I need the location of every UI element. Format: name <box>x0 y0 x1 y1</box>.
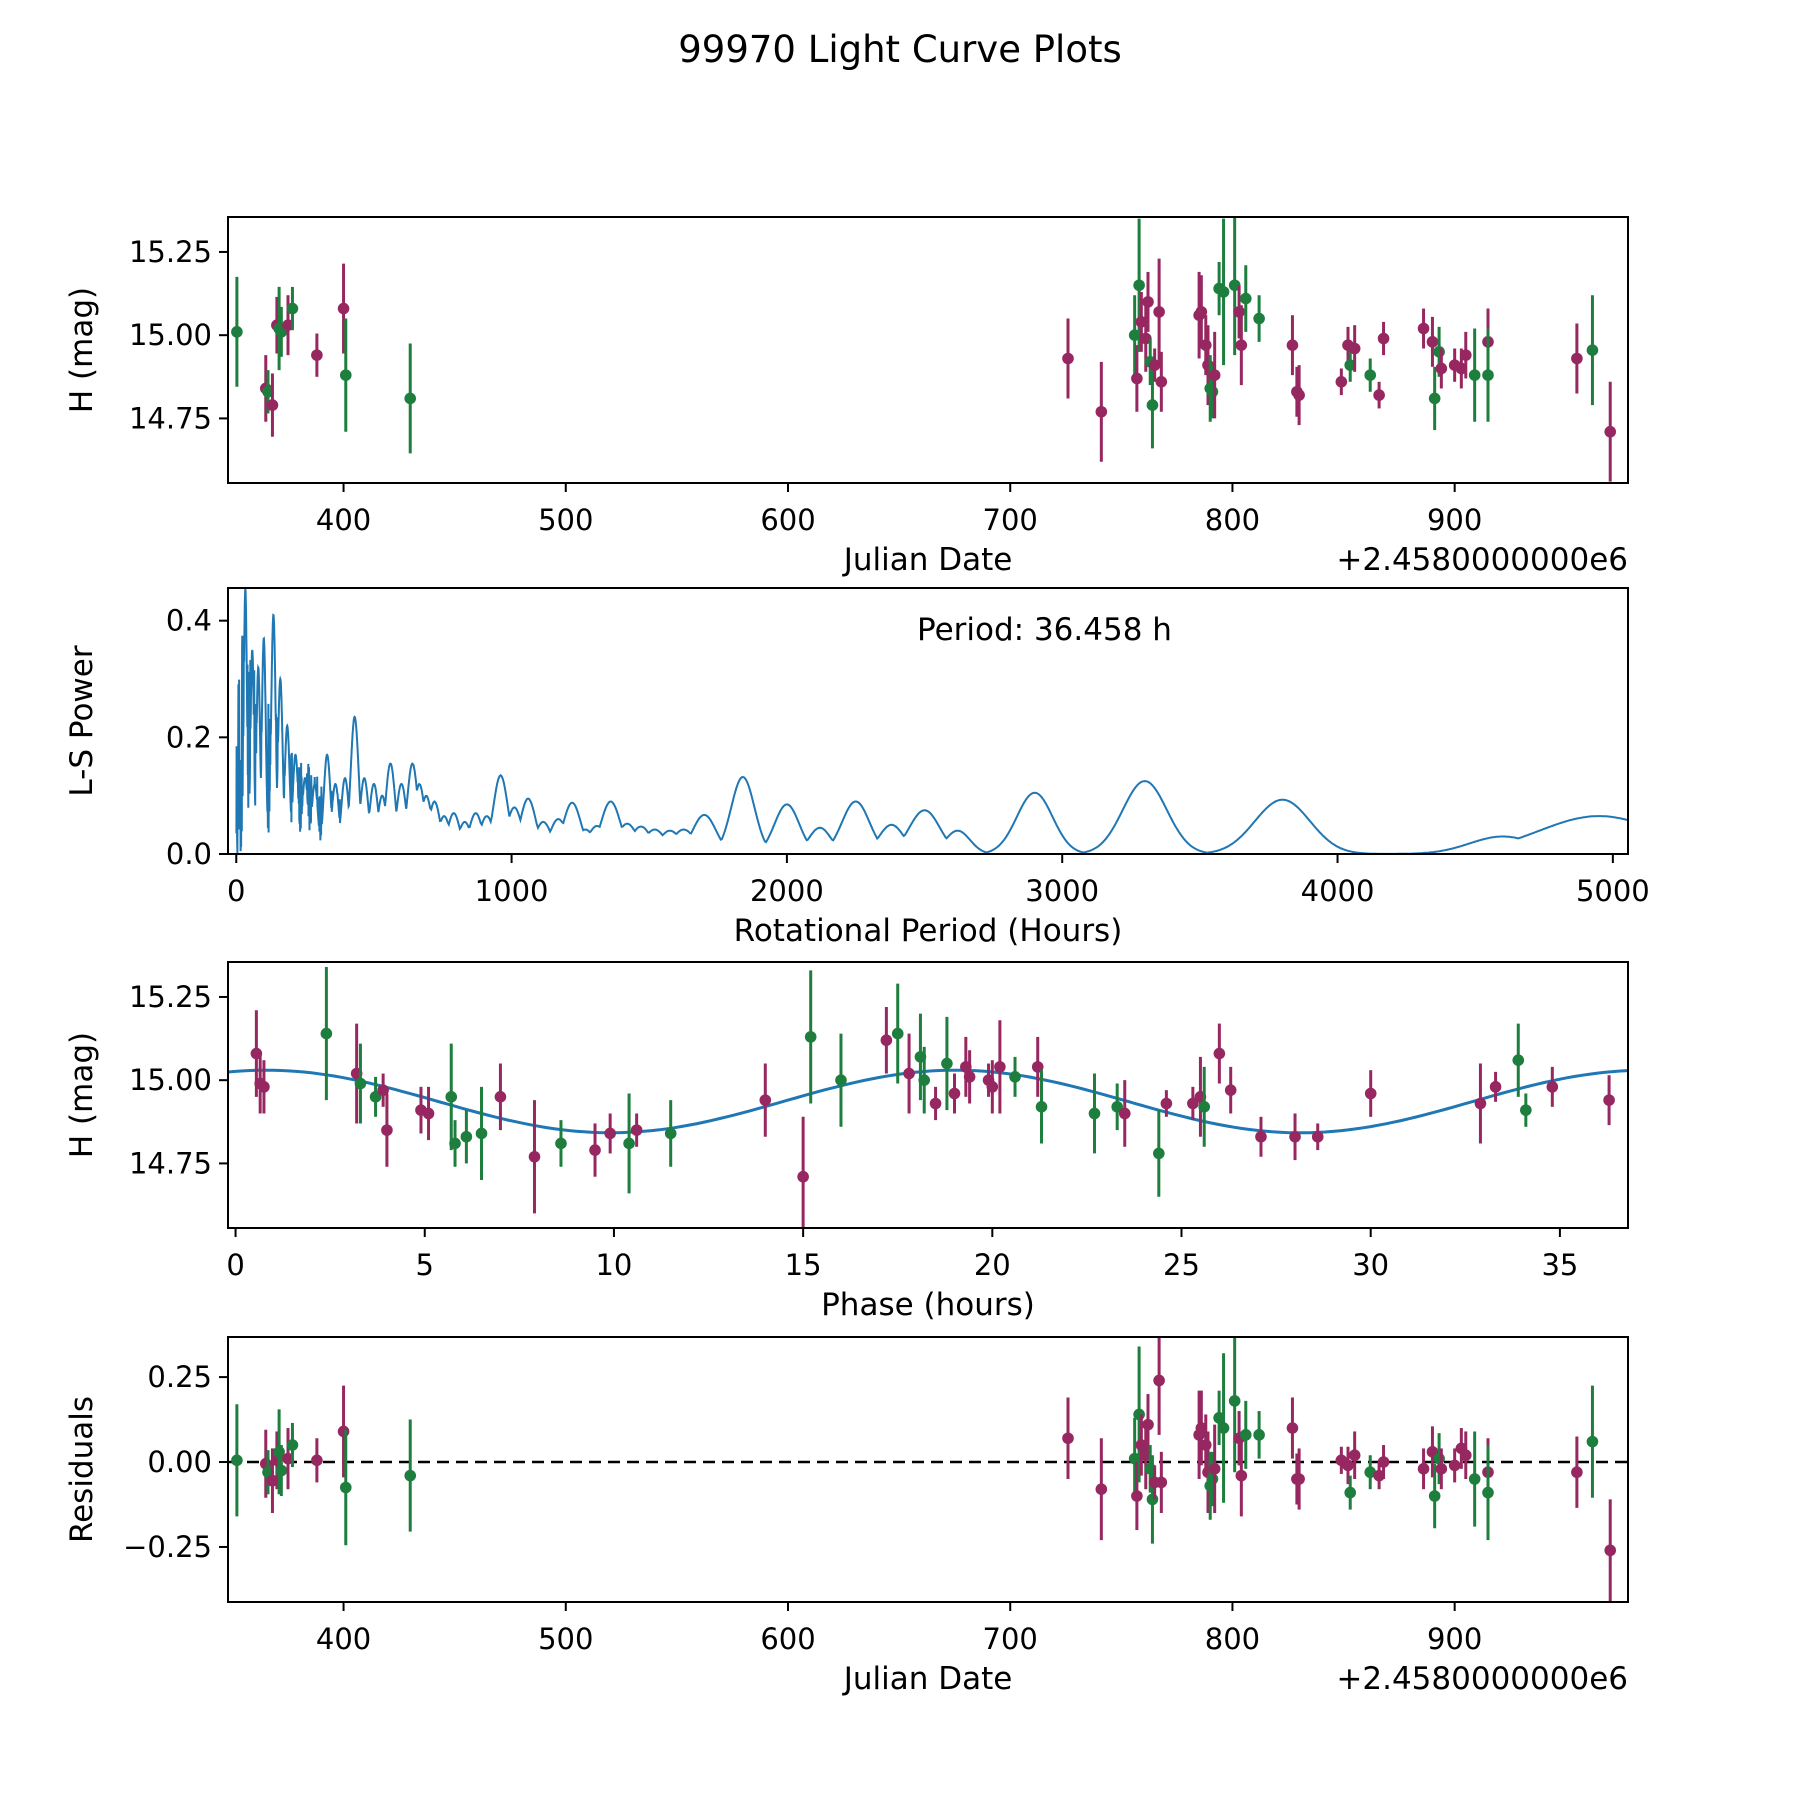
svg-text:4000: 4000 <box>1300 874 1375 908</box>
svg-text:2000: 2000 <box>749 874 824 908</box>
svg-text:15.25: 15.25 <box>128 979 212 1014</box>
svg-text:25: 25 <box>1163 1248 1200 1282</box>
period-annotation: Period: 36.458 h <box>917 612 1172 648</box>
svg-text:Phase (hours): Phase (hours) <box>821 1287 1035 1323</box>
svg-text:0.0: 0.0 <box>165 837 212 871</box>
svg-text:0.00: 0.00 <box>147 1445 212 1480</box>
subplot-residuals <box>64 1326 1628 1697</box>
svg-text:Julian Date: Julian Date <box>843 542 1013 578</box>
svg-text:5: 5 <box>415 1248 434 1282</box>
svg-text:3000: 3000 <box>1025 874 1100 908</box>
svg-text:H (mag): H (mag) <box>64 286 100 414</box>
svg-text:600: 600 <box>760 1622 816 1656</box>
svg-text:400: 400 <box>315 503 372 537</box>
svg-text:1000: 1000 <box>474 874 549 908</box>
svg-text:0: 0 <box>226 1248 245 1282</box>
svg-text:Julian Date: Julian Date <box>843 1661 1013 1697</box>
svg-text:10: 10 <box>595 1248 633 1282</box>
subplot-phase-curve <box>64 962 1628 1323</box>
svg-text:0.2: 0.2 <box>165 720 212 755</box>
svg-text:500: 500 <box>538 503 594 537</box>
svg-text:500: 500 <box>538 1622 594 1656</box>
subplot-periodogram <box>64 588 1650 949</box>
svg-text:15.00: 15.00 <box>128 1063 212 1098</box>
svg-text:−0.25: −0.25 <box>123 1529 212 1564</box>
svg-text:5000: 5000 <box>1575 874 1650 908</box>
svg-text:0: 0 <box>227 874 246 908</box>
subplot-light-curve <box>64 215 1628 578</box>
svg-text:20: 20 <box>973 1248 1011 1282</box>
svg-text:14.75: 14.75 <box>128 1146 212 1181</box>
svg-text:+2.4580000000e6: +2.4580000000e6 <box>1336 542 1628 578</box>
svg-text:900: 900 <box>1426 503 1483 537</box>
svg-text:0.4: 0.4 <box>165 603 212 638</box>
svg-text:800: 800 <box>1204 503 1261 537</box>
svg-text:400: 400 <box>315 1622 372 1656</box>
svg-text:L-S Power: L-S Power <box>64 645 100 797</box>
svg-text:700: 700 <box>982 503 1038 537</box>
svg-text:30: 30 <box>1352 1248 1390 1282</box>
svg-text:600: 600 <box>760 503 816 537</box>
svg-text:H (mag): H (mag) <box>64 1031 100 1159</box>
svg-text:700: 700 <box>982 1622 1038 1656</box>
figure-title: 99970 Light Curve Plots <box>678 28 1122 71</box>
svg-text:Residuals: Residuals <box>64 1395 100 1544</box>
svg-text:Rotational Period (Hours): Rotational Period (Hours) <box>733 913 1123 949</box>
svg-text:14.75: 14.75 <box>128 401 212 436</box>
svg-text:15: 15 <box>784 1248 822 1282</box>
svg-text:35: 35 <box>1541 1248 1579 1282</box>
svg-text:900: 900 <box>1426 1622 1483 1656</box>
svg-text:+2.4580000000e6: +2.4580000000e6 <box>1336 1661 1628 1697</box>
svg-text:15.25: 15.25 <box>128 234 212 269</box>
svg-text:15.00: 15.00 <box>128 318 212 353</box>
svg-text:0.25: 0.25 <box>147 1360 212 1395</box>
svg-text:800: 800 <box>1204 1622 1261 1656</box>
